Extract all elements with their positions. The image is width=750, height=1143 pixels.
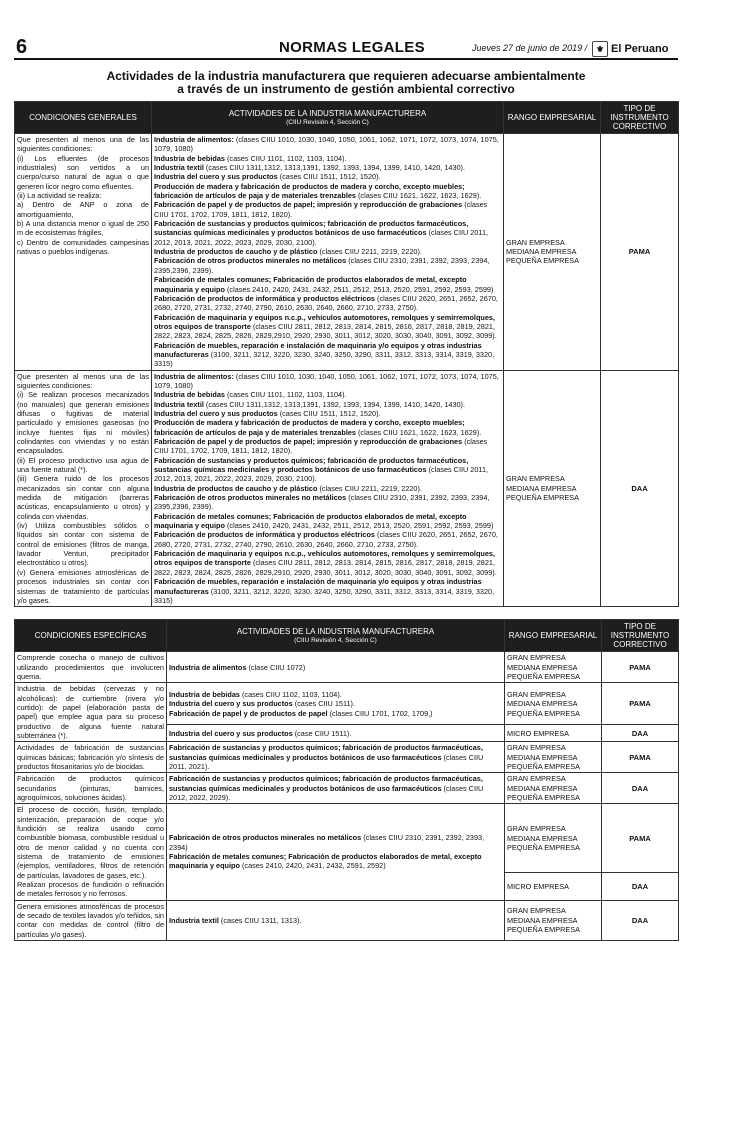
activity-item — [154, 275, 501, 294]
activity-codes: (clases CIIU 2211, 2219, 2220). — [319, 247, 422, 257]
activity-codes: (cases CIIU 1311,1312, 1313,1391, 1392, 1393, 1394, 1399, 1410, 1420, 1430). — [205, 399, 466, 409]
activity-name: Fabricación de productos de informática y productos eléctricos — [154, 293, 375, 303]
activity-name: Fabricación de productos de informática y productos eléctricos — [154, 530, 375, 540]
conditions-cell — [15, 370, 152, 607]
range-cell — [505, 683, 602, 725]
range-cell — [505, 652, 602, 683]
header-activities-sub: (CIIU Revisión 4, Sección C) — [286, 118, 369, 126]
activity-item — [169, 833, 502, 852]
activity-name: Industria de productos de caucho y de plástico — [154, 483, 318, 493]
table-row — [15, 742, 679, 773]
activity-codes: (cases CIIU 1511). — [294, 699, 355, 709]
activity-item — [154, 549, 501, 577]
range-item: GRAN EMPRESA — [507, 743, 566, 753]
conditions-cell — [15, 900, 167, 940]
range-cell — [505, 873, 602, 900]
table-row — [15, 804, 679, 873]
range-item: PEQUEÑA EMPRESA — [506, 256, 579, 266]
activity-name: Industria del cuero y sus productos — [154, 172, 278, 182]
activity-item — [169, 916, 502, 925]
activity-name: Fabricación de muebles, reparación e instalación de maquinaria y/o equipos y otras industrias manufactureras — [154, 577, 482, 596]
activity-item — [154, 163, 501, 172]
range-item: PEQUEÑA EMPRESA — [507, 793, 580, 802]
condition-text: c) Dentro de comunidades campesinas nativas o pueblos indígenas. — [17, 237, 149, 257]
activity-item — [154, 493, 501, 512]
header-instrument-type: TIPO DE INSTRUMENTO CORRECTIVO — [602, 620, 679, 652]
activity-codes: (clases CIIU 2620, 2651, 2652, 2670, 2680, 2720, 2731, 2732, 2740, 2790, 2610, 2630, 2640, 2660, 2710, 2733, 2750). — [154, 530, 498, 549]
activity-name: Fabricación de otros productos minerales no metálicos — [154, 256, 347, 266]
activities-cell — [167, 773, 505, 804]
table-header-row — [15, 102, 679, 134]
activity-item — [154, 200, 501, 219]
range-item: MEDIANA EMPRESA — [507, 833, 578, 843]
range-cell — [504, 370, 601, 607]
coat-of-arms-icon: ⚜ — [592, 41, 608, 57]
activity-name: Fabricación de metales comunes; Fabricación de productos elaborados de metal, excepto maquinaria y equipo — [169, 852, 482, 871]
instrument-type-cell: DAA — [601, 370, 679, 607]
instrument-type-cell: PAMA — [602, 804, 679, 873]
activity-codes: (clases CIIU 2310, 2391, 2392, 2393, 2394) — [169, 833, 485, 852]
activity-item — [169, 743, 502, 771]
newspaper-page — [14, 38, 678, 941]
activity-name: Fabricación de metales comunes; Fabricación de productos elaborados de metal, excepto maquinaria y equipo — [154, 275, 467, 294]
range-cell — [505, 742, 602, 773]
range-item: MEDIANA EMPRESA — [506, 483, 577, 493]
activity-codes: (clases CIIU 1701, 1702, 1709, 1811, 1812, 1820). — [154, 200, 488, 219]
activity-item — [169, 729, 502, 738]
condition-text: Que presenten al menos una de las siguientes condiciones: — [17, 371, 149, 390]
document-title — [14, 70, 678, 96]
range-item: GRAN EMPRESA — [507, 824, 566, 834]
instrument-type-cell: DAA — [602, 773, 679, 804]
condition-text: Realizan procesos de fundición o refinación de metales ferrosos y no ferrosos. — [17, 880, 164, 899]
activity-name: fabricación de artículos de paja y de materiales trenzables — [154, 427, 356, 437]
table-row — [15, 370, 679, 607]
activity-item — [169, 690, 502, 699]
newspaper-brand — [592, 41, 668, 57]
activity-codes: (clase CIIU 1072) — [248, 662, 306, 672]
activity-codes: (cases CIIU 1511, 1512, 1520). — [279, 172, 381, 182]
range-item: GRAN EMPRESA — [507, 906, 566, 916]
activity-codes: (clases 2410, 2420, 2431, 2432, 2511, 2512, 2513, 2520, 2591, 2592, 2593, 2599) — [227, 284, 494, 294]
activity-codes: (cases CIIU 1102, 1103, 1104). — [242, 689, 342, 699]
activity-item — [169, 852, 502, 871]
activity-name: Fabricación de maquinaria y equipos n.c.p., vehículos automotores, remolques y semirremolques, otros equipos de transporte — [154, 312, 496, 331]
activity-item — [154, 313, 501, 341]
range-item: GRAN EMPRESA — [507, 774, 566, 784]
condition-text: (i) Los efluentes (de procesos industriales) son vertidos a un cuerpo/curso natural de agua o que generen licor negro como efluentes. — [17, 153, 149, 191]
range-item: MICRO EMPRESA — [507, 728, 570, 738]
header-range: RANGO EMPRESARIAL — [504, 102, 601, 134]
activity-codes: (clases CIIU 2012, 2022, 2029). — [169, 783, 484, 802]
table-header-row — [15, 620, 679, 652]
activity-item — [169, 699, 502, 708]
condition-text: El proceso de cocción, fusión, templado, sinterización, preparación de coque y/o fundición se realiza usando como combustible biomasa, combustible residual u otro de menor calidad y no cuenta con sistema de tratamiento de emisiones (ejemplos, ventiladores, filtros de retención de partículas, lavadores de gases, etc.). — [17, 805, 164, 880]
header-conditions: CONDICIONES ESPECÍFICAS — [15, 620, 167, 652]
instrument-type-cell: DAA — [602, 725, 679, 742]
activity-item — [169, 663, 502, 672]
activity-name: Fabricación de sustancias y productos químicos; fabricación de productos farmacéuticos, sustancias químicas medicinales y productos botánicos de uso farmacéuticos — [154, 219, 469, 238]
activity-codes: (cases CIIU 1101, 1102, 1103, 1104). — [227, 153, 347, 163]
header-activities-title: ACTIVIDADES DE LA INDUSTRIA MANUFACTURERA — [228, 108, 427, 118]
range-cell — [505, 900, 602, 940]
instrument-type-cell: PAMA — [601, 134, 679, 371]
activity-item — [154, 191, 501, 200]
activities-cell — [167, 683, 505, 725]
range-item: PEQUEÑA EMPRESA — [507, 708, 580, 718]
instrument-type-cell: PAMA — [602, 683, 679, 725]
activity-name: Fabricación de papel y de productos de papel; impresión y reproducción de grabaciones — [154, 437, 463, 446]
activity-codes: (3100, 3211, 3212, 3220, 3230, 3240, 3250, 3290, 3311, 3312, 3313, 3314, 3319, 3320, 3315) — [154, 586, 495, 605]
condition-text: Fabricación de productos químicos secundarios (pinturas, barnices, agroquímicos, soluciones ácidas). — [17, 774, 164, 802]
activity-name: Industria de bebidas — [154, 390, 225, 400]
activity-codes: (cases CIIU 1311, 1313). — [220, 915, 302, 925]
header-conditions: CONDICIONES GENERALES — [15, 102, 152, 134]
activity-codes: (clases CIIU 2011, 2021). — [169, 752, 484, 771]
activity-name: Industria del cuero y sus productos — [169, 728, 293, 738]
activity-codes: (clases CIIU 2211, 2219, 2220). — [319, 483, 422, 493]
activity-codes: (3100, 3211, 3212, 3220, 3230, 3240, 3250, 3290, 3311, 3312, 3313, 3314, 3319, 3320, 3315) — [154, 349, 495, 369]
activities-cell — [167, 725, 505, 742]
activity-codes: (clases CIIU 1701, 1702, 1709,) — [329, 708, 433, 718]
activity-item — [154, 456, 501, 484]
activity-codes: (cases 2410, 2420, 2431, 2432, 2591, 2592) — [242, 861, 386, 871]
activity-name: Industria del cuero y sus productos — [169, 699, 293, 709]
range-cell — [505, 804, 602, 873]
activity-item — [154, 400, 501, 409]
table-row — [15, 773, 679, 804]
title-line-2: a través de un instrumento de gestión ambiental correctivo — [177, 82, 515, 96]
activity-item — [154, 428, 501, 437]
range-item: MEDIANA EMPRESA — [507, 783, 578, 793]
condition-text: (iv) Utiliza combustibles sólidos o líquidos sin contar con sistema de control de emisiones (filtros de manga, lavador Venturi, precipitador electrostático u otros). — [17, 521, 149, 568]
activity-codes: (clases CIIU 2620, 2651, 2652, 2670, 2680, 2720, 2731, 2732, 2740, 2790, 2610, 2630, 2640, 2660, 2710, 2733, 2750). — [154, 293, 498, 313]
activities-cell — [167, 742, 505, 773]
activity-name: Industria de bebidas — [154, 153, 225, 163]
activity-item — [154, 530, 501, 549]
activity-name: Industria textil — [154, 163, 204, 173]
activity-codes: (clases 2410, 2420, 2431, 2432, 2511, 2512, 2513, 2520, 2591, 2592, 2593, 2599) — [227, 521, 494, 531]
activity-codes: (clases CIIU 1010, 1030, 1040, 1050, 1061, 1062, 1071, 1072, 1073, 1074, 1075, 1079, 1080) — [154, 371, 499, 390]
activities-cell — [152, 134, 504, 371]
activity-name: Producción de madera y fabricación de productos de madera y corcho, excepto muebles; — [154, 418, 465, 428]
table-row — [15, 683, 679, 725]
activity-name: Fabricación de otros productos minerales no metálicos — [169, 833, 362, 843]
condition-text: Comprende cosecha o manejo de cultivos utilizando procedimientos que involucren quema. — [17, 653, 164, 681]
activity-name: Fabricación de papel y de productos de papel — [169, 708, 328, 718]
condition-text: (ii) El proceso productivo usa agua de una fuente natural (*). — [17, 455, 149, 475]
instrument-type-cell: DAA — [602, 900, 679, 940]
activity-item — [154, 341, 501, 369]
activities-cell — [167, 900, 505, 940]
activity-name: Fabricación de sustancias y productos químicos; fabricación de productos farmacéuticas, sustancias químicas medicinales y productos botánicos de uso farmacéuticos — [169, 743, 483, 762]
range-item: PEQUEÑA EMPRESA — [506, 493, 579, 503]
condition-text: (i) Se realizan procesos mecanizados (no manuales) que generan emisiones difusas o fugitivas de material particulado y emisiones gaseosas (no incluye fuentes fijas ni móviles) colindantes con viviendas y no están encapsulados. — [17, 390, 149, 456]
activity-codes: (clases CIIU 2310, 2391, 2392, 2393, 2394, 2395,2396, 2399). — [154, 493, 490, 512]
condition-text: Industria de bebidas (cervezas y no alcohólicas): de curtiembre (rivera y/o curtido): de papel (elaboración pasta de papel) que emplee agua para su proceso productivo de alguna fuente natural subterránea (*). — [17, 684, 164, 740]
activity-name: Industria textil — [169, 915, 219, 925]
title-line-1: Actividades de la industria manufacturera que requieren adecuarse ambientalmente — [106, 69, 586, 83]
range-item: GRAN EMPRESA — [506, 474, 565, 484]
conditions-cell — [15, 804, 167, 900]
activity-name: Fabricación de papel y de productos de papel; impresión y reproducción de grabaciones — [154, 200, 463, 210]
activity-name: Industria de alimentos: — [154, 135, 234, 144]
activity-name: Fabricación de sustancias y productos químicos; fabricación de productos farmacéuticos, sustancias químicas medicinales y productos botánicos de uso farmacéuticos — [154, 455, 469, 475]
instrument-type-cell: PAMA — [602, 652, 679, 683]
activity-item — [154, 437, 501, 456]
header-instrument-type: TIPO DE INSTRUMENTO CORRECTIVO — [601, 102, 679, 134]
activity-codes: (clases CIIU 2310, 2391, 2392, 2393, 2394, 2395,2396, 2399). — [154, 256, 490, 275]
conditions-cell — [15, 742, 167, 773]
section-title: NORMAS LEGALES — [279, 39, 425, 56]
header-range: RANGO EMPRESARIAL — [505, 620, 602, 652]
range-item: MEDIANA EMPRESA — [507, 752, 578, 762]
range-item: MICRO EMPRESA — [507, 881, 570, 891]
header-activities-sub: (CIIU Revisión 4, Sección C) — [294, 636, 377, 644]
issue-date: Jueves 27 de junio de 2019 / — [472, 43, 588, 53]
activity-codes: (cases CIIU 1511, 1512, 1520). — [279, 408, 381, 418]
activity-name: Industria de productos de caucho y de plástico — [154, 247, 318, 257]
activity-item — [154, 512, 501, 531]
activity-name: Producción de madera y fabricación de productos de madera y corcho, excepto muebles; — [154, 181, 465, 191]
activity-name: Fabricación de muebles, reparación e instalación de maquinaria y/o equipos y otras industrias manufactureras — [154, 340, 482, 359]
range-item: PEQUEÑA EMPRESA — [507, 671, 580, 681]
activity-name: Fabricación de sustancias y productos químicos; fabricación de productos farmacéuticas, sustancias químicas medicinales y productos botánicos de uso farmacéuticos — [169, 774, 483, 793]
table-row — [15, 134, 679, 371]
activity-item — [154, 390, 501, 399]
range-item: PEQUEÑA EMPRESA — [507, 843, 580, 852]
header-activities — [152, 102, 504, 134]
activities-cell — [167, 652, 505, 683]
page-number: 6 — [16, 36, 28, 58]
page-header — [14, 38, 678, 60]
activities-cell — [167, 804, 505, 900]
activity-codes: (clases CIIU 2811, 2812, 2813, 2814, 2815, 2816, 2817, 2818, 2819, 2821, 2822, 2823, 2824, 2825, 2826, 2829,2910, 2920, 2930, 3011, 3012, 3020, 3030, 3040, 3091, 3092, 3099). — [154, 321, 497, 341]
activity-codes: (clases CIIU 1010, 1030, 1040, 1050, 1061, 1062, 1071, 1072, 1073, 1074, 1075, 1079, 1080) — [154, 135, 499, 154]
activity-name: Industria de alimentos: — [154, 371, 234, 381]
activity-name: Industria del cuero y sus productos — [154, 408, 278, 418]
activity-item — [154, 418, 501, 427]
newspaper-name: El Peruano — [611, 43, 669, 55]
instrument-type-cell: PAMA — [602, 742, 679, 773]
activity-name: Industria de bebidas — [169, 689, 240, 699]
range-item: PEQUEÑA EMPRESA — [507, 925, 580, 935]
condition-text: b) A una distancia menor o igual de 250 m de ecosistemas frágiles, — [17, 219, 149, 238]
activity-codes: (clases CIIU 1621, 1622, 1623, 1629). — [358, 427, 482, 437]
condition-text: (v) Genera emisiones atmosféricas de procesos industriales sin contar con sistemas de tratamiento de partículas y/o gases. — [17, 567, 149, 605]
activity-codes: (cases CIIU 1101, 1102, 1103, 1104). — [227, 390, 347, 400]
range-item: MEDIANA EMPRESA — [507, 699, 578, 709]
activity-codes: (clases CIIU 1701, 1702, 1709, 1811, 1812, 1820). — [154, 437, 488, 456]
activity-codes: (case CIIU 1511). — [294, 728, 352, 738]
range-item: GRAN EMPRESA — [507, 689, 566, 699]
conditions-cell — [15, 683, 167, 742]
activity-item — [154, 372, 501, 391]
range-cell — [504, 134, 601, 371]
activity-name: Industria textil — [154, 399, 204, 409]
activity-codes: (clases CIIU 2811, 2812, 2813, 2814, 2815, 2816, 2817, 2818, 2819, 2821, 2822, 2823, 2824, 2825, 2826, 2829,2910, 2920, 2930, 3011, 3012, 3020, 3030, 3040, 3091, 3092, 3099). — [154, 558, 497, 577]
instrument-type-cell: DAA — [602, 873, 679, 900]
condition-text: Genera emisiones atmosféricas de procesos de secado de textiles lavados y/o teñidos, sin contar con medidas de control (filtro de partículas y/o gases). — [17, 901, 164, 939]
activity-item — [154, 256, 501, 275]
activity-item — [154, 247, 501, 256]
general-conditions-table — [14, 101, 679, 607]
condition-text: Que presenten al menos una de las siguientes condiciones: — [17, 135, 149, 154]
activity-codes: (cases CIIU 1311,1312, 1313,1391, 1392, 1393, 1394, 1399, 1410, 1420, 1430). — [205, 163, 466, 173]
activity-item — [154, 577, 501, 605]
activity-item — [154, 154, 501, 163]
range-item: PEQUEÑA EMPRESA — [507, 761, 580, 771]
range-item: GRAN EMPRESA — [507, 653, 566, 663]
activity-name: Industria de alimentos — [169, 662, 247, 672]
range-item: MEDIANA EMPRESA — [507, 915, 578, 925]
activity-name: Fabricación de otros productos minerales no metálicos — [154, 493, 347, 503]
conditions-cell — [15, 773, 167, 804]
activity-item — [154, 182, 501, 191]
activity-codes: (clases CIIU 2011, 2012, 2013, 2021, 2022, 2023, 2029, 2030, 2100). — [154, 465, 489, 484]
activities-cell — [152, 370, 504, 607]
table-row — [15, 900, 679, 940]
activity-item — [154, 172, 501, 181]
conditions-cell — [15, 134, 152, 371]
activity-item — [169, 709, 502, 718]
activity-name: Fabricación de metales comunes; Fabricación de productos elaborados de metal, excepto maquinaria y equipo — [154, 511, 467, 531]
range-cell — [505, 773, 602, 804]
activity-codes: (clases CIIU 2011, 2012, 2013, 2021, 2022, 2023, 2029, 2030, 2100). — [154, 228, 489, 247]
table-row — [15, 652, 679, 683]
condition-text: (iii) Genera ruido de los procesos mecanizados sin contar con alguna medida de mitigación (barreras acústicas, encapsulamiento u otros) y colinda con viviendas. — [17, 474, 149, 521]
activity-name: Fabricación de maquinaria y equipos n.c.p., vehículos automotores, remolques y semirremolques, otros equipos de transporte — [154, 549, 496, 568]
activity-item — [169, 774, 502, 802]
condition-text: a) Dentro de ANP o zona de amortiguamiento, — [17, 200, 149, 219]
header-activities — [167, 620, 505, 652]
activity-item — [154, 484, 501, 493]
range-item: MEDIANA EMPRESA — [507, 662, 578, 672]
header-activities-title: ACTIVIDADES DE LA INDUSTRIA MANUFACTURERA — [236, 626, 435, 636]
activity-codes: (clases CIIU 1621, 1622, 1623, 1629). — [358, 191, 482, 201]
range-item: GRAN EMPRESA — [506, 237, 565, 247]
condition-text: Actividades de fabricación de sustancias químicas básicas; fabricación y/o síntesis de productos fitosanitarios y/o de biocidas. — [17, 743, 164, 771]
condition-text: (ii) La actividad se realiza: — [17, 191, 102, 201]
activity-item — [154, 219, 501, 247]
activity-item — [154, 135, 501, 154]
specific-conditions-table — [14, 619, 679, 941]
conditions-cell — [15, 652, 167, 683]
range-cell — [505, 725, 602, 742]
activity-name: fabricación de artículos de paja y de materiales trenzables — [154, 191, 356, 201]
range-item: MEDIANA EMPRESA — [506, 247, 577, 257]
activity-item — [154, 409, 501, 418]
activity-item — [154, 294, 501, 313]
